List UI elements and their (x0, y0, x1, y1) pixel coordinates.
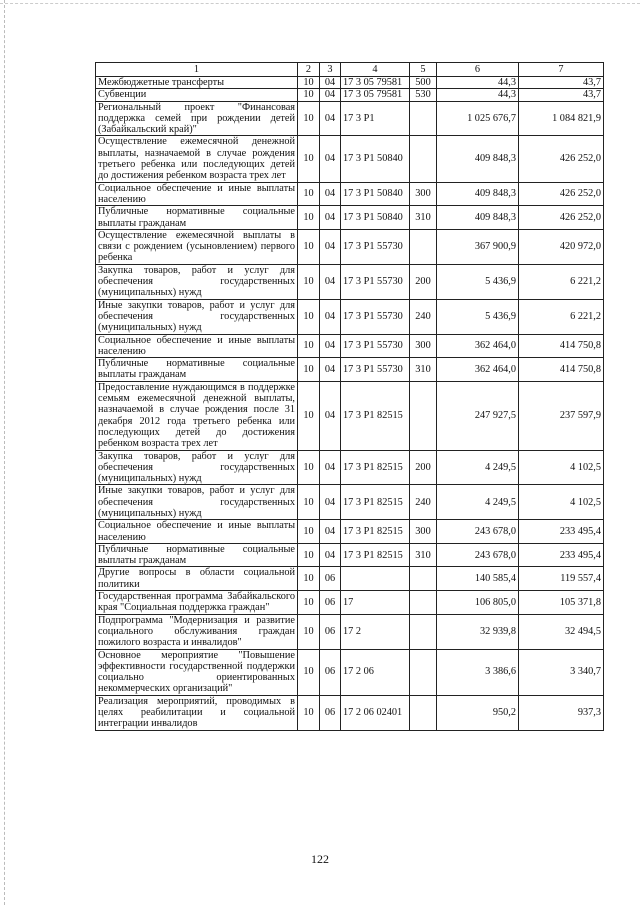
amount-year1-cell: 44,3 (437, 89, 519, 101)
row-name-cell: Подпрограмма "Модернизация и развитие социального обслуживания граждан пожилого возраста и инвалидов" (96, 614, 298, 649)
expense-type-cell (410, 229, 437, 264)
section-code-cell: 10 (298, 334, 320, 358)
amount-year1-cell: 106 805,0 (437, 591, 519, 615)
target-article-cell: 17 3 P1 82515 (341, 485, 410, 520)
target-article-cell: 17 2 06 (341, 649, 410, 695)
target-article-cell: 17 3 P1 55730 (341, 334, 410, 358)
section-code-cell: 10 (298, 136, 320, 182)
expense-type-cell: 200 (410, 264, 437, 299)
header-cell: 5 (410, 63, 437, 77)
amount-year1-cell: 362 464,0 (437, 358, 519, 382)
amount-year2-cell: 3 340,7 (519, 649, 604, 695)
amount-year2-cell: 1 084 821,9 (519, 101, 604, 136)
row-name-cell: Социальное обеспечение и иные выплаты населению (96, 182, 298, 206)
target-article-cell: 17 (341, 591, 410, 615)
target-article-cell: 17 3 05 79581 (341, 77, 410, 89)
expense-type-cell: 200 (410, 450, 437, 485)
amount-year2-cell: 105 371,8 (519, 591, 604, 615)
amount-year2-cell: 233 495,4 (519, 520, 604, 544)
table-row (96, 614, 604, 649)
subsection-code-cell: 06 (320, 695, 341, 730)
subsection-code-cell: 04 (320, 77, 341, 89)
expense-type-cell: 300 (410, 520, 437, 544)
expense-type-cell: 500 (410, 77, 437, 89)
scan-edge-top (0, 3, 640, 5)
header-cell: 1 (96, 63, 298, 77)
amount-year1-cell: 247 927,5 (437, 381, 519, 450)
amount-year2-cell: 4 102,5 (519, 485, 604, 520)
table-row (96, 229, 604, 264)
subsection-code-cell: 04 (320, 358, 341, 382)
table-row (96, 381, 604, 450)
table-row (96, 101, 604, 136)
amount-year1-cell: 362 464,0 (437, 334, 519, 358)
section-code-cell: 10 (298, 695, 320, 730)
table-row (96, 358, 604, 382)
section-code-cell: 10 (298, 614, 320, 649)
amount-year1-cell: 409 848,3 (437, 206, 519, 230)
amount-year1-cell: 367 900,9 (437, 229, 519, 264)
section-code-cell: 10 (298, 206, 320, 230)
target-article-cell: 17 3 P1 55730 (341, 299, 410, 334)
row-name-cell: Основное мероприятие "Повышение эффективности государственной поддержки социально ориентированных некоммерческих организаций" (96, 649, 298, 695)
section-code-cell: 10 (298, 77, 320, 89)
target-article-cell: 17 3 P1 (341, 101, 410, 136)
subsection-code-cell: 04 (320, 450, 341, 485)
target-article-cell: 17 2 06 02401 (341, 695, 410, 730)
table-body (96, 77, 604, 731)
row-name-cell: Государственная программа Забайкальского края "Социальная поддержка граждан" (96, 591, 298, 615)
subsection-code-cell: 06 (320, 591, 341, 615)
amount-year1-cell: 5 436,9 (437, 264, 519, 299)
amount-year1-cell: 243 678,0 (437, 520, 519, 544)
expense-type-cell: 310 (410, 206, 437, 230)
amount-year2-cell: 43,7 (519, 89, 604, 101)
target-article-cell: 17 3 P1 82515 (341, 381, 410, 450)
target-article-cell: 17 3 P1 82515 (341, 543, 410, 567)
amount-year2-cell: 119 557,4 (519, 567, 604, 591)
subsection-code-cell: 06 (320, 649, 341, 695)
amount-year1-cell: 243 678,0 (437, 543, 519, 567)
amount-year2-cell: 426 252,0 (519, 136, 604, 182)
amount-year1-cell: 140 585,4 (437, 567, 519, 591)
row-name-cell: Закупка товаров, работ и услуг для обеспечения государственных (муниципальных) нужд (96, 450, 298, 485)
subsection-code-cell: 04 (320, 206, 341, 230)
amount-year1-cell: 1 025 676,7 (437, 101, 519, 136)
row-name-cell: Другие вопросы в области социальной политики (96, 567, 298, 591)
subsection-code-cell: 06 (320, 567, 341, 591)
amount-year1-cell: 409 848,3 (437, 136, 519, 182)
expense-type-cell (410, 614, 437, 649)
amount-year1-cell: 5 436,9 (437, 299, 519, 334)
subsection-code-cell: 04 (320, 299, 341, 334)
row-name-cell: Социальное обеспечение и иные выплаты населению (96, 520, 298, 544)
amount-year2-cell: 414 750,8 (519, 334, 604, 358)
amount-year2-cell: 937,3 (519, 695, 604, 730)
amount-year2-cell: 4 102,5 (519, 450, 604, 485)
section-code-cell: 10 (298, 567, 320, 591)
row-name-cell: Субвенции (96, 89, 298, 101)
subsection-code-cell: 04 (320, 89, 341, 101)
row-name-cell: Предоставление нуждающимся в поддержке семьям ежемесячной денежной выплаты, назначаемой в случае рождения после 31 декабря 2012 года третьего ребенка или последующих детей до достижения ребенком возраста трех лет (96, 381, 298, 450)
section-code-cell: 10 (298, 485, 320, 520)
expense-type-cell (410, 695, 437, 730)
target-article-cell: 17 3 05 79581 (341, 89, 410, 101)
row-name-cell: Региональный проект "Финансовая поддержка семей при рождении детей (Забайкальский край)" (96, 101, 298, 136)
row-name-cell: Осуществление ежемесячной денежной выплаты, назначаемой в случае рождения третьего ребенка или последующих детей до достижения ребенком возраста трех лет (96, 136, 298, 182)
row-name-cell: Публичные нормативные социальные выплаты гражданам (96, 543, 298, 567)
subsection-code-cell: 04 (320, 182, 341, 206)
target-article-cell: 17 3 P1 55730 (341, 264, 410, 299)
section-code-cell: 10 (298, 543, 320, 567)
subsection-code-cell: 04 (320, 334, 341, 358)
header-cell: 6 (437, 63, 519, 77)
budget-table (95, 62, 604, 731)
subsection-code-cell: 04 (320, 136, 341, 182)
table-row (96, 591, 604, 615)
row-name-cell: Межбюджетные трансферты (96, 77, 298, 89)
section-code-cell: 10 (298, 229, 320, 264)
section-code-cell: 10 (298, 299, 320, 334)
subsection-code-cell: 04 (320, 381, 341, 450)
table-row (96, 206, 604, 230)
table-row (96, 264, 604, 299)
expense-type-cell: 310 (410, 358, 437, 382)
subsection-code-cell: 04 (320, 543, 341, 567)
table-row (96, 136, 604, 182)
section-code-cell: 10 (298, 381, 320, 450)
amount-year2-cell: 43,7 (519, 77, 604, 89)
subsection-code-cell: 04 (320, 101, 341, 136)
expense-type-cell (410, 567, 437, 591)
section-code-cell: 10 (298, 89, 320, 101)
section-code-cell: 10 (298, 101, 320, 136)
subsection-code-cell: 04 (320, 520, 341, 544)
section-code-cell: 10 (298, 520, 320, 544)
amount-year1-cell: 32 939,8 (437, 614, 519, 649)
table-row (96, 299, 604, 334)
amount-year1-cell: 3 386,6 (437, 649, 519, 695)
row-name-cell: Иные закупки товаров, работ и услуг для обеспечения государственных (муниципальных) нужд (96, 299, 298, 334)
target-article-cell: 17 3 P1 50840 (341, 206, 410, 230)
header-row (96, 63, 604, 77)
target-article-cell: 17 3 P1 55730 (341, 358, 410, 382)
subsection-code-cell: 04 (320, 485, 341, 520)
expense-type-cell (410, 591, 437, 615)
amount-year2-cell: 426 252,0 (519, 206, 604, 230)
amount-year2-cell: 233 495,4 (519, 543, 604, 567)
target-article-cell: 17 3 P1 82515 (341, 520, 410, 544)
page-number: 122 (311, 852, 329, 866)
amount-year1-cell: 44,3 (437, 77, 519, 89)
target-article-cell: 17 3 P1 50840 (341, 182, 410, 206)
row-name-cell: Закупка товаров, работ и услуг для обеспечения государственных (муниципальных) нужд (96, 264, 298, 299)
amount-year2-cell: 6 221,2 (519, 264, 604, 299)
table-row (96, 77, 604, 89)
expense-type-cell: 240 (410, 485, 437, 520)
table-row (96, 695, 604, 730)
target-article-cell: 17 3 P1 55730 (341, 229, 410, 264)
expense-type-cell: 310 (410, 543, 437, 567)
amount-year2-cell: 32 494,5 (519, 614, 604, 649)
amount-year1-cell: 409 848,3 (437, 182, 519, 206)
table-row (96, 485, 604, 520)
row-name-cell: Реализация мероприятий, проводимых в целях реабилитации и социальной интеграции инвалидов (96, 695, 298, 730)
amount-year2-cell: 414 750,8 (519, 358, 604, 382)
header-cell: 4 (341, 63, 410, 77)
table-row (96, 520, 604, 544)
target-article-cell (341, 567, 410, 591)
amount-year2-cell: 426 252,0 (519, 182, 604, 206)
section-code-cell: 10 (298, 591, 320, 615)
subsection-code-cell: 04 (320, 229, 341, 264)
expense-type-cell (410, 101, 437, 136)
expense-type-cell: 240 (410, 299, 437, 334)
expense-type-cell: 300 (410, 182, 437, 206)
row-name-cell: Публичные нормативные социальные выплаты гражданам (96, 358, 298, 382)
table-row (96, 649, 604, 695)
table-row (96, 334, 604, 358)
expense-type-cell (410, 136, 437, 182)
amount-year2-cell: 420 972,0 (519, 229, 604, 264)
amount-year1-cell: 4 249,5 (437, 485, 519, 520)
header-cell: 2 (298, 63, 320, 77)
table-row (96, 450, 604, 485)
expense-type-cell: 530 (410, 89, 437, 101)
expense-type-cell (410, 381, 437, 450)
header-cell: 7 (519, 63, 604, 77)
row-name-cell: Публичные нормативные социальные выплаты гражданам (96, 206, 298, 230)
table-row (96, 182, 604, 206)
expense-type-cell: 300 (410, 334, 437, 358)
section-code-cell: 10 (298, 450, 320, 485)
expense-type-cell (410, 649, 437, 695)
header-cell: 3 (320, 63, 341, 77)
subsection-code-cell: 04 (320, 264, 341, 299)
row-name-cell: Социальное обеспечение и иные выплаты населению (96, 334, 298, 358)
amount-year2-cell: 6 221,2 (519, 299, 604, 334)
target-article-cell: 17 3 P1 50840 (341, 136, 410, 182)
section-code-cell: 10 (298, 182, 320, 206)
amount-year2-cell: 237 597,9 (519, 381, 604, 450)
amount-year1-cell: 950,2 (437, 695, 519, 730)
target-article-cell: 17 3 P1 82515 (341, 450, 410, 485)
subsection-code-cell: 06 (320, 614, 341, 649)
table-row (96, 89, 604, 101)
amount-year1-cell: 4 249,5 (437, 450, 519, 485)
scan-edge-left (4, 0, 6, 905)
section-code-cell: 10 (298, 358, 320, 382)
target-article-cell: 17 2 (341, 614, 410, 649)
table-row (96, 543, 604, 567)
row-name-cell: Осуществление ежемесячной выплаты в связи с рождением (усыновлением) первого ребенка (96, 229, 298, 264)
section-code-cell: 10 (298, 264, 320, 299)
section-code-cell: 10 (298, 649, 320, 695)
table-row (96, 567, 604, 591)
row-name-cell: Иные закупки товаров, работ и услуг для обеспечения государственных (муниципальных) нужд (96, 485, 298, 520)
